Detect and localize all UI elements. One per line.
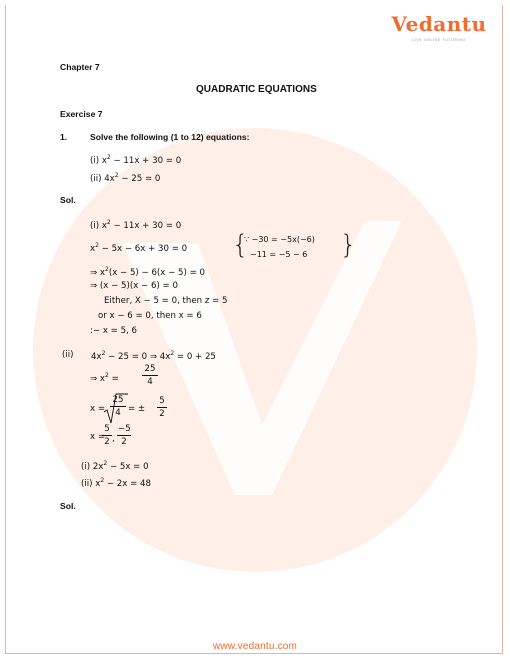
sol-ii-line1: [91, 350, 216, 362]
question-number: 1.: [60, 132, 68, 142]
question-text: Solve the following (1 to 12) equations:: [90, 132, 250, 142]
fraction-5-over-2: [102, 424, 112, 447]
expr: − 25 = 0 ⇒ 4x: [105, 352, 171, 362]
numerator: 5: [102, 424, 112, 436]
sol-i-line3: [90, 266, 205, 278]
exponent: 2: [105, 372, 109, 379]
sol-i-line4: ⇒ (x − 5)(x − 6) = 0: [90, 281, 178, 291]
expr: − 5x − 6x + 30 = 0: [98, 244, 188, 254]
denominator: 2: [159, 409, 165, 419]
expr: x: [101, 156, 107, 166]
exponent: 2: [105, 266, 109, 273]
radicand-fraction: [110, 395, 126, 418]
sol-ii-line4-lhs: x =: [90, 432, 106, 442]
exponent: 2: [114, 172, 119, 179]
expr: x: [101, 221, 107, 231]
page-title: QUADRATIC EQUATIONS: [196, 84, 317, 95]
comma-separator: ,: [112, 434, 115, 444]
next-part-ii: [81, 477, 151, 489]
chapter-label: Chapter 7: [60, 62, 100, 72]
part-label: (i): [81, 462, 91, 472]
exponent: 2: [100, 477, 105, 484]
numerator: 5: [157, 396, 167, 408]
footer-website-link[interactable]: www.vedantu.com: [212, 641, 298, 652]
sol-ii-label: (ii): [62, 350, 74, 360]
part-label: (i): [90, 156, 100, 166]
expr: − 11x + 30 = 0: [110, 221, 182, 231]
expr: (x − 5) − 6(x − 5) = 0: [108, 268, 205, 278]
exercise-label: Exercise 7: [60, 109, 103, 119]
question-part-i: [90, 154, 181, 166]
fraction-neg5-over-2: [117, 424, 131, 447]
sol-ii-line3-mid: = ±: [128, 404, 146, 414]
sol-ii-line2-lhs: [90, 372, 119, 384]
expr: 4x: [91, 352, 102, 362]
expr: =: [108, 374, 119, 384]
question-part-ii: [90, 172, 160, 184]
sol-i-line1: [90, 219, 181, 231]
denominator: 4: [115, 408, 121, 418]
sol-i-line7: :− x = 5, 6: [90, 326, 137, 336]
expr: 4x: [104, 174, 115, 184]
part-label: (i): [90, 221, 100, 231]
expr: x: [90, 244, 96, 254]
expr: ⇒ x: [90, 374, 106, 384]
exponent: 2: [95, 242, 99, 249]
denominator: 2: [121, 437, 127, 447]
exponent: 2: [170, 350, 175, 357]
solution-heading-2: Sol.: [60, 501, 76, 511]
denominator: 2: [104, 437, 110, 447]
expr: ⇒ x: [90, 268, 106, 278]
expr: − 2x = 48: [104, 479, 151, 489]
part-label: (ii): [81, 479, 93, 489]
sol-ii-line3-lhs: x =: [90, 404, 106, 414]
fraction-5-over-2: [157, 396, 167, 419]
brace-line-bottom: −11 = −5 − 6: [250, 250, 308, 259]
numerator: 25: [110, 395, 126, 407]
right-brace: }: [340, 230, 357, 260]
next-part-i: [81, 460, 149, 472]
expr: − 11x + 30 = 0: [110, 156, 182, 166]
solution-heading: Sol.: [60, 195, 76, 205]
expr: x: [95, 479, 101, 489]
numerator: 25: [142, 364, 158, 376]
sol-i-line2: [90, 242, 187, 254]
exponent: 2: [106, 154, 111, 161]
denominator: 4: [147, 377, 153, 387]
brand-name: Vedantu: [391, 12, 487, 36]
expr: 2x: [92, 462, 104, 472]
fraction-25-over-4: [142, 364, 158, 387]
expr: = 0 + 25: [174, 352, 216, 362]
expr: − 25 = 0: [118, 174, 161, 184]
left-brace: {: [232, 230, 249, 260]
expr: − 5x = 0: [107, 462, 149, 472]
brand-logo: [384, 12, 494, 46]
exponent: 2: [106, 219, 111, 226]
sol-i-line6: or x − 6 = 0, then x = 6: [98, 311, 202, 321]
sol-i-line5: Either, X − 5 = 0, then z = 5: [104, 296, 228, 306]
exponent: 2: [103, 460, 108, 467]
part-label: (ii): [90, 174, 102, 184]
numerator: −5: [118, 424, 131, 434]
brand-tagline: LIVE ONLINE TUTORING: [412, 38, 466, 42]
brace-line-top: ∵ −30 = −5x(−6): [244, 235, 315, 244]
exponent: 2: [101, 350, 106, 357]
